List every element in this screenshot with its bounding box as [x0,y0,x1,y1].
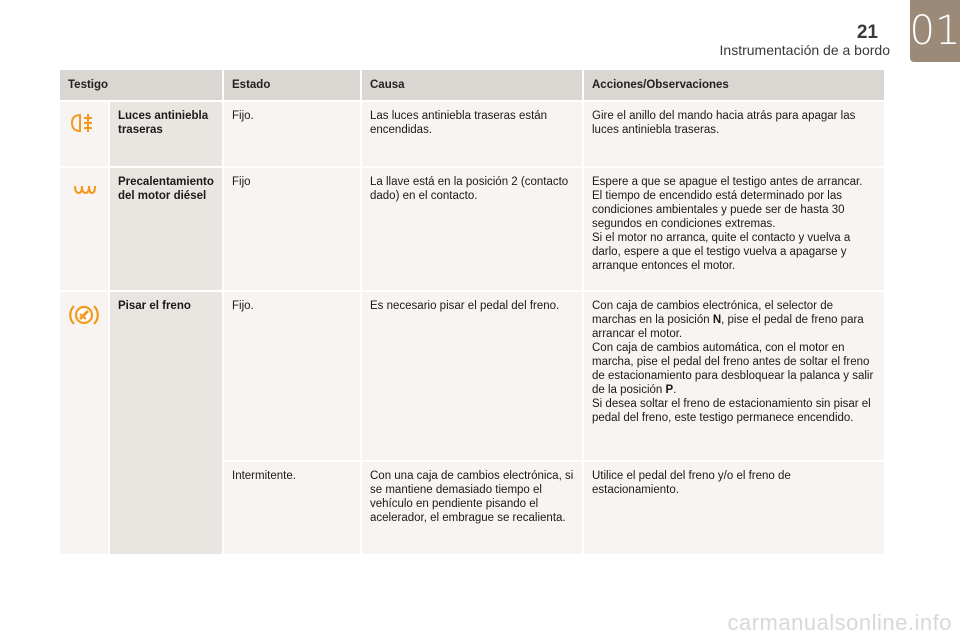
brake-pedal-icon [68,302,100,328]
icon-cell [60,292,108,554]
warning-name: Luces antiniebla traseras [110,102,222,166]
column-header-causa: Causa [362,70,582,100]
warning-name: Pisar el freno [110,292,222,554]
acciones-cell: Espere a que se apague el testigo antes de arrancar. El tiempo de encendido está determinado por las condiciones ambientales y puede ser de hasta 30 segundos en condiciones extremas. Si el motor no arranca, quite el contacto y vuelva a darlo, espere a que el testigo vuelva a apagarse y arranque entonces el motor. [584,168,884,290]
acciones-cell: Utilice el pedal del freno y/o el freno de estacionamiento. [584,462,884,554]
table-row [60,292,884,460]
chapter-tab[interactable]: 01 [910,0,960,62]
icon-cell [60,168,108,290]
warning-name: Precalentamiento del motor diésel [110,168,222,290]
causa-cell: La llave está en la posición 2 (contacto dado) en el contacto. [362,168,582,290]
page-number: 21 [856,22,878,43]
icon-cell [60,102,108,166]
table-row [60,168,884,290]
column-header-testigo: Testigo [60,70,222,100]
glow-plug-icon [68,178,100,200]
acciones-cell [584,292,884,460]
watermark: carmanualsonline.info [727,610,952,635]
acciones-text: . Si desea soltar el freno de estacionamiento sin pisar el pedal del freno, este testigo permanece encendido. [592,384,871,424]
gear-position-p: P [665,384,674,396]
table-row [60,102,884,166]
warning-lights-table [58,68,886,556]
gear-position-n: N [712,314,722,326]
estado-cell: Fijo [224,168,360,290]
estado-cell: Fijo. [224,102,360,166]
chapter-title: Instrumentación de a bordo [719,42,890,58]
causa-cell: Las luces antiniebla traseras están encendidas. [362,102,582,166]
column-header-acciones: Acciones/Observaciones [584,70,884,100]
causa-cell: Es necesario pisar el pedal del freno. [362,292,582,460]
acciones-text: , pise el pedal de freno para arrancar el motor. Con caja de cambios automática, con el motor en marcha, pise el pedal del freno antes de soltar el freno de estacionamiento para desbloquear la palanca y salir de la posición [592,314,874,396]
estado-cell: Intermitente. [224,462,360,554]
acciones-cell: Gire el anillo del mando hacia atrás para apagar las luces antiniebla traseras. [584,102,884,166]
table-header-row [60,70,884,100]
estado-cell: Fijo. [224,292,360,460]
acciones-text: Con caja de cambios electrónica, el selector de marchas en la posición [592,300,833,326]
causa-cell: Con una caja de cambios electrónica, si se mantiene demasiado tiempo el vehículo en pendiente pisando el acelerador, el embrague se recalienta. [362,462,582,554]
rear-fog-light-icon [68,112,100,134]
column-header-estado: Estado [224,70,360,100]
